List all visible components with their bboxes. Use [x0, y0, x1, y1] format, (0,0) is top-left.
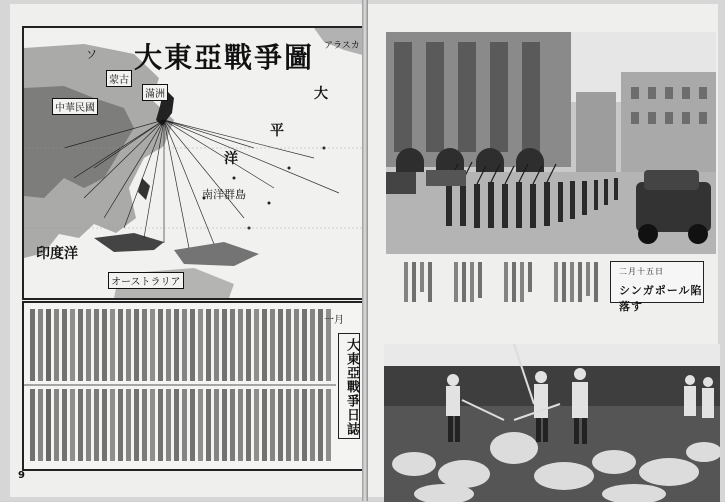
diary-title: 大東亞戰爭日誌: [344, 338, 359, 436]
page-number: 9: [18, 470, 25, 481]
singapore-street-photo: [386, 32, 716, 254]
map-label-pacific-2: 平: [270, 123, 284, 139]
map-title: 大東亞戰爭圖: [134, 41, 315, 74]
right-page: [368, 4, 718, 497]
left-page: [10, 4, 362, 497]
caption-body-text: [404, 260, 604, 306]
caption-title: シンガポール陷落す: [619, 284, 703, 313]
photo-workers-rubble: [384, 344, 720, 502]
caption-date: 二月十五日: [619, 267, 664, 276]
east-asia-war-map: [22, 26, 368, 300]
diary-text-columns: [24, 303, 366, 469]
map-label-south-seas: 南洋群島: [202, 188, 246, 201]
caption-box: [610, 261, 704, 313]
diary-title-box: [338, 333, 360, 439]
map-label-australia: オーストラリア: [108, 272, 184, 289]
photo-troops-marching: [386, 32, 716, 254]
labour-photo: [384, 344, 720, 502]
map-label-mongol: 蒙古: [106, 70, 132, 87]
map-label-alaska: アラスカ: [324, 41, 360, 51]
diary-month-heading: 一月: [324, 315, 344, 326]
map-label-pacific-3: 洋: [224, 151, 238, 167]
war-diary-section: [22, 301, 368, 471]
map-label-manchu: 滿洲: [142, 84, 168, 101]
map-label-indian-ocean: 印度洋: [36, 246, 78, 262]
map-label-pacific-1: 大: [314, 86, 328, 102]
map-label-soviet: ソ: [86, 48, 97, 61]
map-label-china: 中華民國: [52, 98, 98, 115]
